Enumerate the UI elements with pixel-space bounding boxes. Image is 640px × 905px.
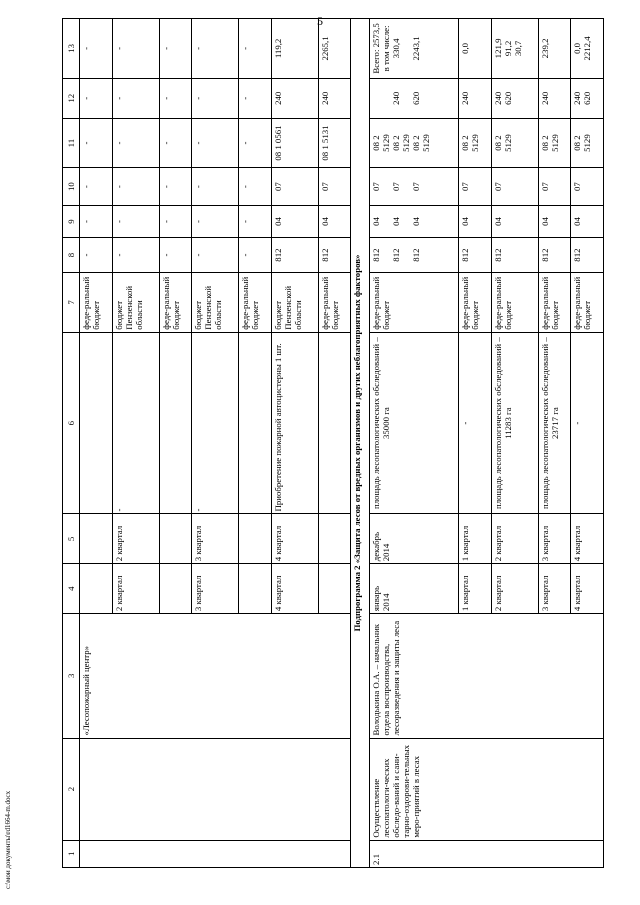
table-row [80,19,113,868]
column-number: 10 [63,168,80,205]
row-number-cell [80,840,351,867]
code-cell-c8: 812 [271,238,318,273]
funding-source-cell: феде-ральный бюджет [159,273,192,333]
funding-source-cell: феде-ральный бюджет [571,273,604,333]
code-cell-c11: 08 1 0561 [271,118,318,168]
code-cell-c11: 08 2 5129 [538,118,571,168]
column-number: 1 [63,840,80,867]
end-quarter-cell: 2 квартал [112,514,159,564]
code-cell-c11: 08 2 5129 [571,118,604,168]
indicator-cell: - [112,332,159,514]
indicator-cell [318,332,351,514]
code-cell-c11: 08 2 5129 [491,118,538,168]
code-cell-c11: - [239,118,272,168]
code-cell-c11: - [192,118,239,168]
start-quarter-cell [159,564,192,614]
funding-source-cell: феде-ральный бюджет [80,273,113,333]
code-cell-c8: - [239,238,272,273]
subprogram-title-row [351,19,369,868]
column-number: 3 [63,614,80,738]
code-cell-c12: 240 [271,78,318,118]
code-cell-c13: Всего: 2573,5 в том числе: 330,4 2243,1 [369,19,459,79]
code-cell-c13: 2265,1 [318,19,351,79]
code-cell-c13: 0,0 2212,4 [571,19,604,79]
code-cell-c12: 240 [538,78,571,118]
start-quarter-cell: 4 квартал [571,564,604,614]
event-name-cell [80,738,351,840]
code-cell-c8: - [192,238,239,273]
code-cell-c10: - [112,168,159,205]
code-cell-c12: 240 620 [571,78,604,118]
end-quarter-cell: 2 квартал [491,514,538,564]
page-number: 5 [317,14,323,28]
code-cell-c12: - [80,78,113,118]
start-quarter-cell [318,564,351,614]
start-quarter-cell: 2 квартал [491,564,538,614]
code-cell-c11: - [80,118,113,168]
code-cell-c11: 08 2 5129 [459,118,492,168]
code-cell-c12: 240 [459,78,492,118]
code-cell-c12: 240 620 [491,78,538,118]
code-cell-c10: 07 [491,168,538,205]
end-quarter-cell: 4 квартал [271,514,318,564]
code-cell-c12: - [239,78,272,118]
funding-source-cell: феде-ральный бюджет [239,273,272,333]
code-cell-c9: 04 [571,205,604,237]
file-path-footer [4,597,14,897]
funding-source-cell: бюджет Пензенской области [112,273,159,333]
column-number-row [63,19,80,868]
start-quarter-cell: январь 2014 [369,564,459,614]
end-quarter-cell: 4 квартал [571,514,604,564]
column-number: 9 [63,205,80,237]
code-cell-c9: 04 [459,205,492,237]
code-cell-c8: 812 812 812 [369,238,459,273]
code-cell-c13: - [239,19,272,79]
code-cell-c10: 07 [318,168,351,205]
code-cell-c9: - [112,205,159,237]
column-number: 8 [63,238,80,273]
start-quarter-cell [239,564,272,614]
code-cell-c8: - [80,238,113,273]
executor-cell: Володькина О.А. – начальник отдела воспроизводства, лесоразведения и защиты леса [369,614,603,738]
indicator-cell: - [571,332,604,514]
code-cell-c13: 121,9 91,2 30,7 [491,19,538,79]
code-cell-c13: 239,2 [538,19,571,79]
row-number-cell: 2.1 [369,840,603,867]
start-quarter-cell [80,564,113,614]
event-name-cell: Осуществление лесопатологи-ческих обследо-ваний и сани-тарно-оздорови-тельных меро-приятий в лесах [369,738,603,840]
funding-source-cell: бюджет Пензенской области [192,273,239,333]
code-cell-c10: - [239,168,272,205]
code-cell-c11: - [159,118,192,168]
start-quarter-cell: 3 квартал [538,564,571,614]
code-cell-c12: - [192,78,239,118]
code-cell-c12: 240 [318,78,351,118]
end-quarter-cell: 3 квартал [192,514,239,564]
code-cell-c8: - [112,238,159,273]
code-cell-c12: - [159,78,192,118]
code-cell-c8: 812 [491,238,538,273]
code-cell-c8: 812 [318,238,351,273]
code-cell-c9: 04 [538,205,571,237]
indicator-cell [159,332,192,514]
table-row [369,19,459,868]
column-number: 5 [63,514,80,564]
end-quarter-cell [239,514,272,564]
subprogram-title: Подпрограмма 2 «Защита лесов от вредных организмов и других неблагоприятных факторов» [351,19,369,868]
code-cell-c9: 04 [318,205,351,237]
indicator-cell: площадь лесопатологических обследований – 23717 га [538,332,571,514]
code-cell-c10: 07 [538,168,571,205]
code-cell-c8: 812 [538,238,571,273]
funding-source-cell: феде-ральный бюджет [369,273,459,333]
column-number: 13 [63,19,80,79]
column-number: 2 [63,738,80,840]
code-cell-c10: 07 [271,168,318,205]
code-cell-c10: - [80,168,113,205]
executor-cell: «Лесопожарный центр» [80,614,351,738]
column-number: 11 [63,118,80,168]
code-cell-c9: - [239,205,272,237]
code-cell-c9: - [192,205,239,237]
start-quarter-cell: 3 квартал [192,564,239,614]
code-cell-c12: - [112,78,159,118]
code-cell-c13: 119,2 [271,19,318,79]
code-cell-c12: 240 620 [369,78,459,118]
end-quarter-cell [159,514,192,564]
code-cell-c13: - [192,19,239,79]
start-quarter-cell: 1 квартал [459,564,492,614]
code-cell-c9: - [159,205,192,237]
code-cell-c13: - [112,19,159,79]
code-cell-c11: - [112,118,159,168]
funding-source-cell: феде-ральный бюджет [538,273,571,333]
code-cell-c13: 0,0 [459,19,492,79]
code-cell-c10: 07 07 07 [369,168,459,205]
budget-table [62,18,604,868]
code-cell-c11: 08 2 5129 08 2 5129 08 2 5129 [369,118,459,168]
code-cell-c10: 07 [571,168,604,205]
code-cell-c9: 04 [271,205,318,237]
end-quarter-cell: 1 квартал [459,514,492,564]
funding-source-cell: феде-ральный бюджет [318,273,351,333]
funding-source-cell: бюджет Пензенской области [271,273,318,333]
code-cell-c8: 812 [459,238,492,273]
indicator-cell: Приобретение пожарной автоцистерны 1 шт. [271,332,318,514]
code-cell-c10: - [192,168,239,205]
file-path-text: c:\мои документы\rd1664-m.docx [4,790,12,889]
end-quarter-cell [318,514,351,564]
code-cell-c9: 04 04 04 [369,205,459,237]
start-quarter-cell: 4 квартал [271,564,318,614]
code-cell-c13: - [159,19,192,79]
start-quarter-cell: 2 квартал [112,564,159,614]
code-cell-c13: - [80,19,113,79]
end-quarter-cell [80,514,113,564]
code-cell-c11: 08 1 5131 [318,118,351,168]
code-cell-c8: 812 [571,238,604,273]
indicator-cell: - [192,332,239,514]
indicator-cell [239,332,272,514]
indicator-cell: - [459,332,492,514]
column-number: 12 [63,78,80,118]
column-number: 6 [63,332,80,514]
end-quarter-cell: декабрь 2014 [369,514,459,564]
column-number: 4 [63,564,80,614]
code-cell-c10: 07 [459,168,492,205]
code-cell-c9: 04 [491,205,538,237]
end-quarter-cell: 3 квартал [538,514,571,564]
indicator-cell: площадь лесопатологических обследований – 35000 га [369,332,459,514]
rotated-table-container [62,18,604,868]
code-cell-c9: - [80,205,113,237]
funding-source-cell: феде-ральный бюджет [459,273,492,333]
code-cell-c8: - [159,238,192,273]
code-cell-c10: - [159,168,192,205]
column-number: 7 [63,273,80,333]
indicator-cell: площадь лесопатологических обследований – 11283 га [491,332,538,514]
funding-source-cell: феде-ральный бюджет [491,273,538,333]
indicator-cell [80,332,113,514]
